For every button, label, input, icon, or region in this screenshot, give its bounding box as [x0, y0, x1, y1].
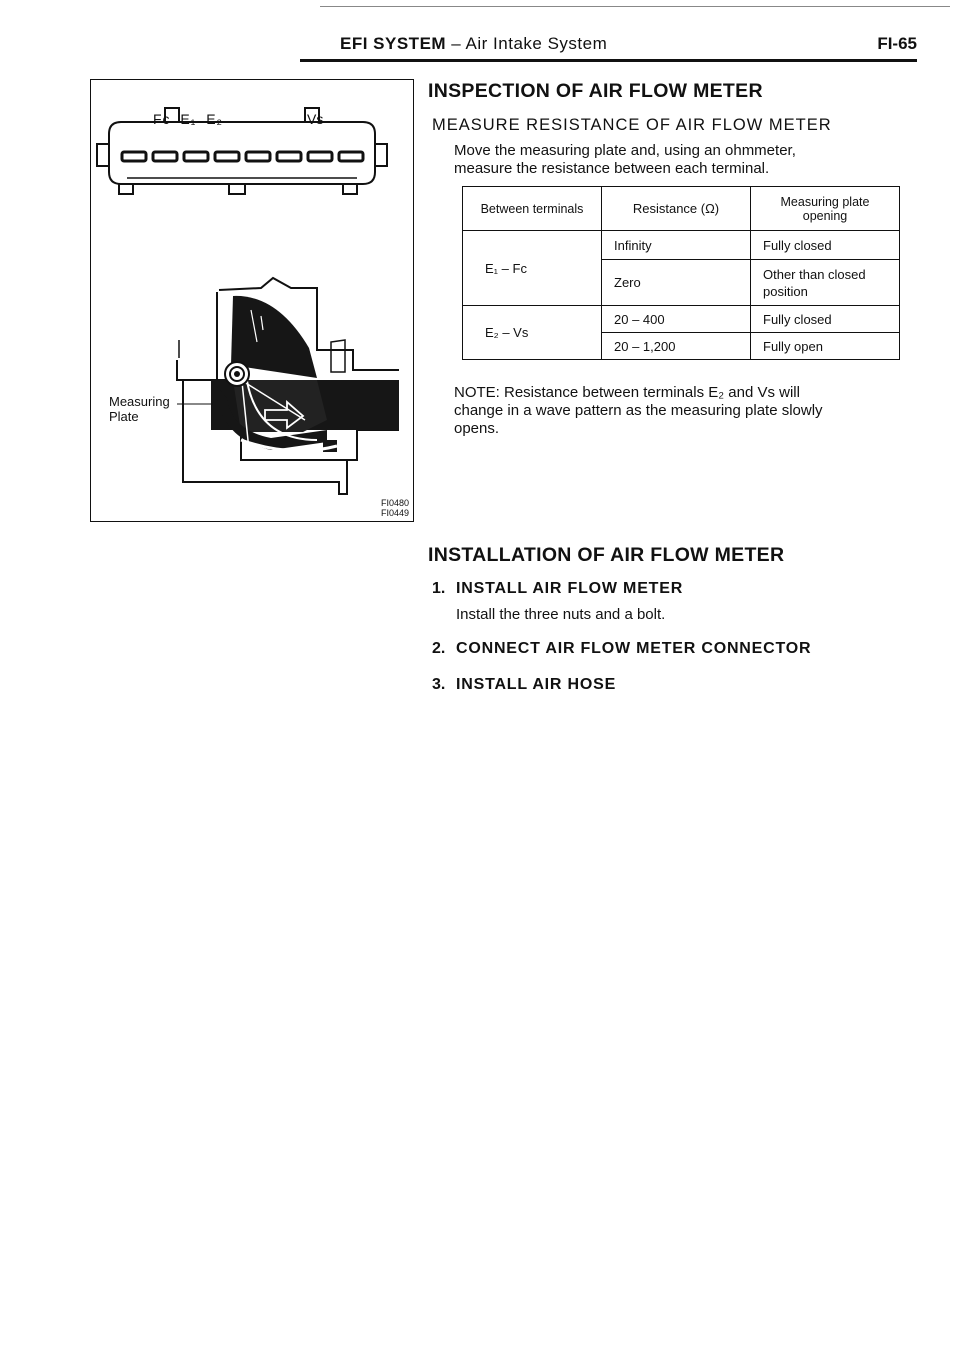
cell-resistance: Zero	[602, 260, 751, 306]
header-title	[340, 34, 607, 54]
note-line-2: change in a wave pattern as the measuring plate slowly	[454, 402, 823, 419]
measuring-label-line2: Plate	[109, 409, 139, 424]
step-1-title: INSTALL AIR FLOW METER	[456, 580, 684, 597]
cell-terminals-e1-fc: E₁ – Fc	[463, 231, 602, 306]
instruction-line-2: measure the resistance between each terminal.	[454, 160, 770, 177]
step-2-title: CONNECT AIR FLOW METER CONNECTOR	[456, 640, 812, 657]
air-flow-meter-diagram	[91, 80, 413, 521]
header-title-main: EFI SYSTEM	[340, 34, 447, 53]
top-border-line	[320, 6, 950, 7]
table-row	[463, 231, 900, 260]
figure-code-1: FI0480	[380, 498, 409, 508]
inspection-subheading: MEASURE RESISTANCE OF AIR FLOW METER	[432, 116, 832, 134]
cell-resistance: Infinity	[602, 231, 751, 260]
figure-code-2: FI0449	[380, 508, 409, 518]
terminal-e2-label: E₂	[206, 111, 223, 127]
note-line-3: opens.	[454, 420, 500, 437]
header-plate-opening: Measuring plate opening	[751, 187, 900, 231]
inspection-instructions	[454, 142, 796, 178]
resistance-table	[462, 186, 900, 360]
terminal-fc-label: Fc	[153, 111, 171, 127]
meter-body-drawing	[177, 278, 399, 494]
table-header-row	[463, 187, 900, 231]
table-row	[463, 306, 900, 333]
cell-opening: Other than closed position	[751, 260, 900, 306]
header-resistance: Resistance (Ω)	[602, 187, 751, 231]
cell-opening: Fully open	[751, 333, 900, 360]
step-2-number: 2.	[432, 640, 446, 657]
cell-resistance: 20 – 400	[602, 306, 751, 333]
measuring-label-line1: Measuring	[109, 394, 170, 409]
cell-resistance: 20 – 1,200	[602, 333, 751, 360]
air-flow-meter-figure	[90, 79, 414, 522]
terminal-vs-label: Vs	[307, 111, 324, 127]
inspection-heading: INSPECTION OF AIR FLOW METER	[428, 80, 763, 102]
instruction-line-1: Move the measuring plate and, using an ohmmeter,	[454, 142, 796, 159]
cell-opening: Fully closed	[751, 231, 900, 260]
connector-labels	[153, 112, 223, 127]
step-1-description: Install the three nuts and a bolt.	[456, 606, 666, 623]
connector-drawing	[97, 108, 387, 194]
page-number: FI-65	[877, 34, 917, 53]
note-line-1: NOTE: Resistance between terminals E₂ and Vs will	[454, 384, 800, 401]
step-1-number: 1.	[432, 580, 446, 597]
cell-opening: Fully closed	[751, 306, 900, 333]
header-title-sub: – Air Intake System	[446, 34, 608, 53]
inspection-note	[454, 384, 823, 438]
cell-terminals-e2-vs: E₂ – Vs	[463, 306, 602, 360]
measuring-plate-label	[109, 394, 170, 424]
installation-heading: INSTALLATION OF AIR FLOW METER	[428, 544, 785, 566]
terminal-e1-label: E₁	[180, 111, 197, 127]
resistance-table-wrapper	[462, 186, 900, 360]
step-3-title: INSTALL AIR HOSE	[456, 676, 617, 693]
page-header	[300, 34, 917, 64]
step-3-number: 3.	[432, 676, 446, 693]
header-rule	[300, 59, 917, 62]
header-between-terminals: Between terminals	[463, 187, 602, 231]
